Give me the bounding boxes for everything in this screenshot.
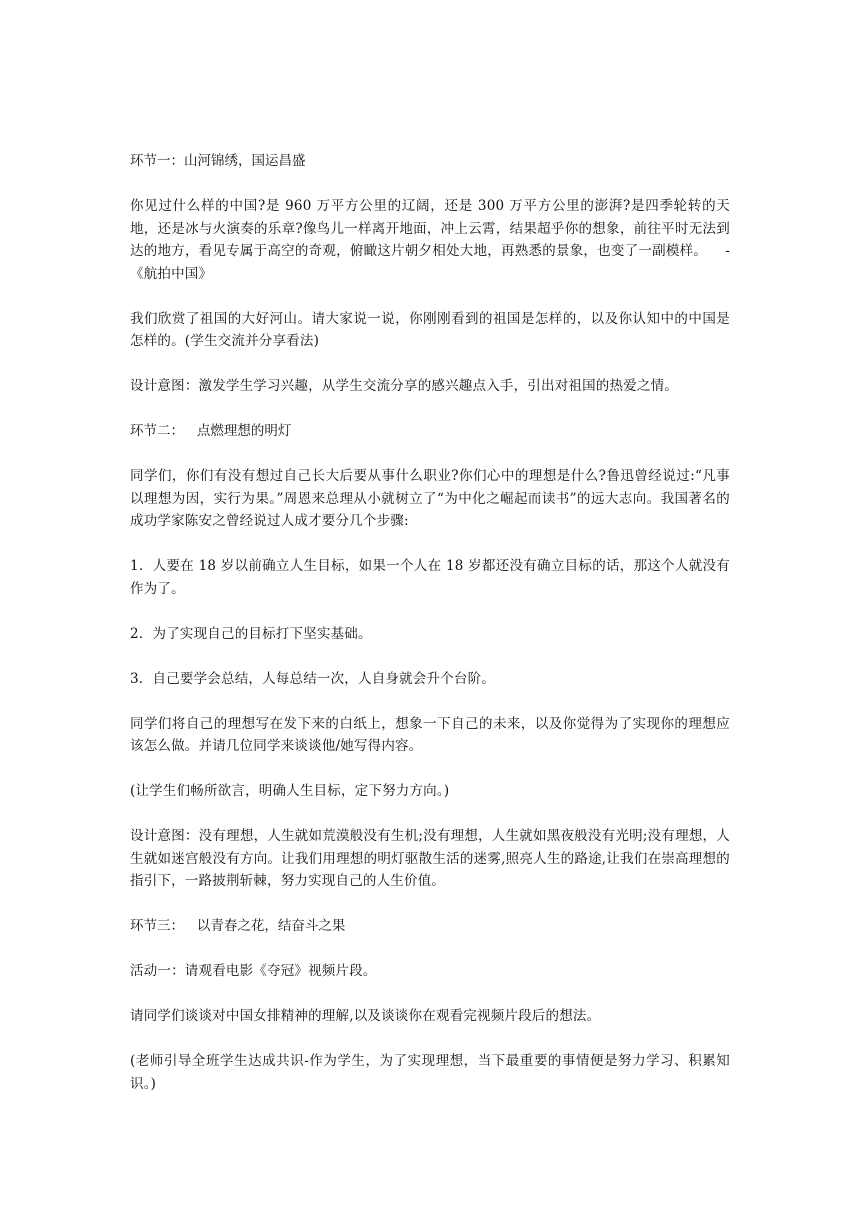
section1-paragraph-1: 你见过什么样的中国?是 960 万平方公里的辽阔，还是 300 万平方公里的澎湃?是四季轮转的天地，还是冰与火演奏的乐章?像鸟儿一样离开地面，冲上云霄，结果超乎你的想象，前往平时无法到达的地方，看见专属于高空的奇观，俯瞰这片朝夕相处大地，再熟悉的景象，也变了一副模样。 -《航拍中国》 [130,198,730,282]
section3-paragraph-1: 请同学们谈谈对中国女排精神的理解,以及谈谈你在观看完视频片段后的想法。 [130,1008,601,1024]
section2-paragraph-1: 同学们，你们有没有想过自己长大后要从事什么职业?你们心中的理想是什么?鲁迅曾经说过:“凡事以理想为因，实行为果。”周恩来总理从小就树立了“为中化之崛起而读书”的远大志向。我国著名的成功学家陈安之曾经说过人成才要分几个步骤: [130,468,730,529]
section1-design-intent: 设计意图：激发学生学习兴趣，从学生交流分享的感兴趣点入手，引出对祖国的热爱之情。 [130,378,678,394]
section3-heading: 环节三： 以青春之花，结奋斗之果 [130,918,346,934]
section1-paragraph-2: 我们欣赏了祖国的大好河山。请大家说一说，你刚刚看到的祖国是怎样的，以及你认知中的中国是怎样的。(学生交流并分享看法) [130,310,730,349]
document-page [130,150,730,1118]
section2-paragraph-3: (让学生们畅所欲言，明确人生目标，定下努力方向。) [130,783,450,799]
section3-paragraph-2: (老师引导全班学生达成共识-作为学生，为了实现理想，当下最重要的事情便是努力学习、积累知识。) [130,1053,730,1092]
section3-activity-1: 活动一：请观看电影《夺冠》视频片段。 [130,963,377,979]
section2-heading: 环节二： 点燃理想的明灯 [130,423,292,439]
section2-list-item-3: 3．自己要学会总结，人每总结一次，人自身就会升个台阶。 [130,670,495,687]
section2-list-item-1: 1．人要在 18 岁以前确立人生目标，如果一个人在 18 岁都还没有确立目标的话，那这个人就没有作为了。 [130,558,730,597]
section2-design-intent: 设计意图：没有理想，人生就如荒漠般没有生机;没有理想，人生就如黑夜般没有光明;没有理想，人生就如迷宫般没有方向。让我们用理想的明灯驱散生活的迷雾,照亮人生的路途,让我们在崇高理想的指引下，一路披荆斩棘，努力实现自己的人生价值。 [130,828,730,889]
section2-paragraph-2: 同学们将自己的理想写在发下来的白纸上，想象一下自己的未来，以及你觉得为了实现你的理想应该怎么做。并请几位同学来谈谈他/她写得内容。 [130,715,730,754]
section1-heading: 环节一：山河锦绣，国运昌盛 [130,153,306,169]
section2-list-item-2: 2．为了实现自己的目标打下坚实基础。 [130,625,372,642]
